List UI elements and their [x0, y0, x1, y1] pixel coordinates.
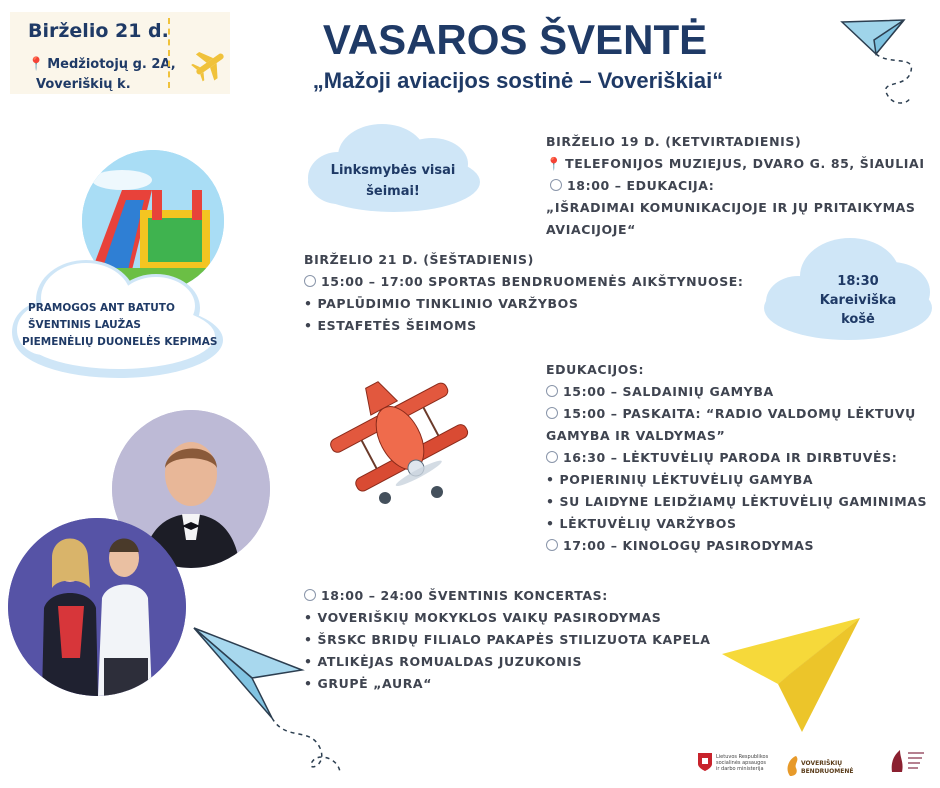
address-line2: Voveriškių k.: [36, 77, 131, 92]
page-title: VASAROS ŠVENTĖ: [322, 16, 708, 63]
performers-photo: [8, 518, 186, 696]
education-heading: EDUKACIJOS:: [546, 362, 645, 377]
porridge-line: košė: [841, 312, 875, 327]
ministry-logo-text: Lietuvos Respublikos: [716, 754, 769, 760]
list-item: ATLIKĖJAS ROMUALDAS JUZUKONIS: [317, 654, 583, 669]
squirrel-logo-icon: [786, 754, 800, 778]
list-item: ŠRSKC BRIDŲ FILIALO PAKAPĖS STILIZUOTA KAPELA: [317, 632, 711, 647]
culture-center-logo-icon: [888, 748, 928, 776]
location-pin-icon: 📍: [546, 156, 563, 171]
dashed-divider: [168, 18, 170, 88]
ministry-logo-text: ir darbo ministerija: [716, 766, 764, 772]
lecture-icon: [546, 407, 558, 419]
list-item: SU LAIDYNE LEIDŽIAMŲ LĖKTUVĖLIŲ GAMINIMAS: [559, 494, 928, 509]
clock-icon: [546, 539, 558, 551]
education-cynology: 17:00 – KINOLOGŲ PASIRODYMAS: [563, 538, 815, 553]
list-item: POPIERINIŲ LĖKTUVĖLIŲ GAMYBA: [559, 472, 814, 487]
education-lecture: 15:00 – PASKAITA: “RADIO VALDOMŲ LĖKTUVŲ: [563, 406, 916, 421]
clock-icon: [546, 451, 558, 463]
family-cloud-text: Linksmybės visai šeimai!: [330, 163, 456, 199]
community-logo-text: BENDRUOMENĖ: [801, 768, 854, 775]
event-19-topic: AVIACIJOJE“: [546, 222, 636, 237]
location-pin-icon: 📍: [28, 57, 45, 72]
event-21-date: BIRŽELIO 21 D. (ŠEŠTADIENIS): [304, 252, 534, 267]
activity-item: PRAMOGOS ANT BATUTO: [28, 302, 175, 314]
education-candy: 15:00 – SALDAINIŲ GAMYBA: [563, 384, 774, 399]
biplane-illustration: [325, 368, 475, 508]
concert-time: 18:00 – 24:00 ŠVENTINIS KONCERTAS:: [321, 588, 608, 603]
paper-plane-icon: [838, 14, 934, 110]
list-item: LĖKTUVĖLIŲ VARŽYBOS: [559, 516, 737, 531]
porridge-time: 18:30: [837, 274, 879, 289]
community-logo-text: VOVERIŠKIŲ: [801, 760, 843, 767]
event-19-topic: „IŠRADIMAI KOMUNIKACIJOJE IR JŲ PRITAIKYMAS: [546, 200, 916, 215]
date-box: [10, 12, 230, 94]
event-date: Birželio 21 d.: [28, 20, 169, 42]
porridge-line: Kareiviška: [819, 293, 897, 308]
paper-plane-icon: [190, 622, 350, 782]
event-21-block: BIRŽELIO 21 D. (ŠEŠTADIENIS) 15:00 – 17:00 SPORTAS BENDRUOMENĖS AIKŠTYNUOSE: • PAPLŪDIMIO TINKLINIO VARŽYBOS • ESTAFETĖS ŠEIMOMS: [304, 249, 744, 337]
activity-item: ŠVENTINIS LAUŽAS: [28, 319, 141, 331]
info-icon: [550, 179, 562, 191]
clock-icon: [546, 385, 558, 397]
list-item: VOVERIŠKIŲ MOKYKLOS VAIKŲ PASIRODYMAS: [317, 610, 662, 625]
education-block: EDUKACIJOS: 15:00 – SALDAINIŲ GAMYBA 15:00 – PASKAITA: “RADIO VALDOMŲ LĖKTUVŲ GAMYBA IR VALDYMAS” 16:30 – LĖKTUVĖLIŲ PARODA IR DIRBTUVĖS: • POPIERINIŲ LĖKTUVĖLIŲ GAMYBA • SU LAIDYNE LEIDŽIAMŲ LĖKTUVĖLIŲ GAMINIMAS • LĖKTUVĖLIŲ VARŽYBOS 17:00 – KINOLOGŲ PASIRODYMAS: [546, 359, 927, 557]
event-21-sports: 15:00 – 17:00 SPORTAS BENDRUOMENĖS AIKŠTYNUOSE:: [321, 274, 744, 289]
event-19-date: BIRŽELIO 19 D. (KETVIRTADIENIS): [546, 134, 802, 149]
list-item: ESTAFETĖS ŠEIMOMS: [317, 318, 477, 333]
list-item: PAPLŪDIMIO TINKLINIO VARŽYBOS: [317, 296, 579, 311]
coat-of-arms-icon: [697, 752, 713, 772]
list-item: GRUPĖ „AURA“: [317, 676, 433, 691]
event-19-time: 18:00 – EDUKACIJA:: [567, 178, 715, 193]
clock-icon: [304, 275, 316, 287]
education-lecture-cont: GAMYBA IR VALDYMAS”: [546, 428, 726, 443]
education-parade: 16:30 – LĖKTUVĖLIŲ PARODA IR DIRBTUVĖS:: [563, 450, 898, 465]
activity-item: PIEMENĖLIŲ DUONELĖS KEPIMAS: [22, 336, 218, 348]
page-subtitle: „Mažoji aviacijos sostinė – Voveriškiai“: [312, 68, 724, 93]
info-icon: [304, 589, 316, 601]
address-line1: Medžiotojų g. 2A,: [47, 57, 176, 72]
event-19-block: [546, 131, 925, 241]
ministry-logo-text: socialinės apsaugos: [716, 760, 766, 766]
paper-plane-icon: [718, 614, 864, 738]
airplane-icon: [190, 46, 230, 82]
event-19-place: TELEFONIJOS MUZIEJUS, DVARO G. 85, ŠIAULIAI: [565, 156, 925, 171]
concert-block: 18:00 – 24:00 ŠVENTINIS KONCERTAS: • VOVERIŠKIŲ MOKYKLOS VAIKŲ PASIRODYMAS • ŠRSKC BRIDŲ FILIALO PAKAPĖS STILIZUOTA KAPELA • ATLIKĖJAS ROMUALDAS JUZUKONIS • GRUPĖ „AURA“: [304, 588, 711, 691]
